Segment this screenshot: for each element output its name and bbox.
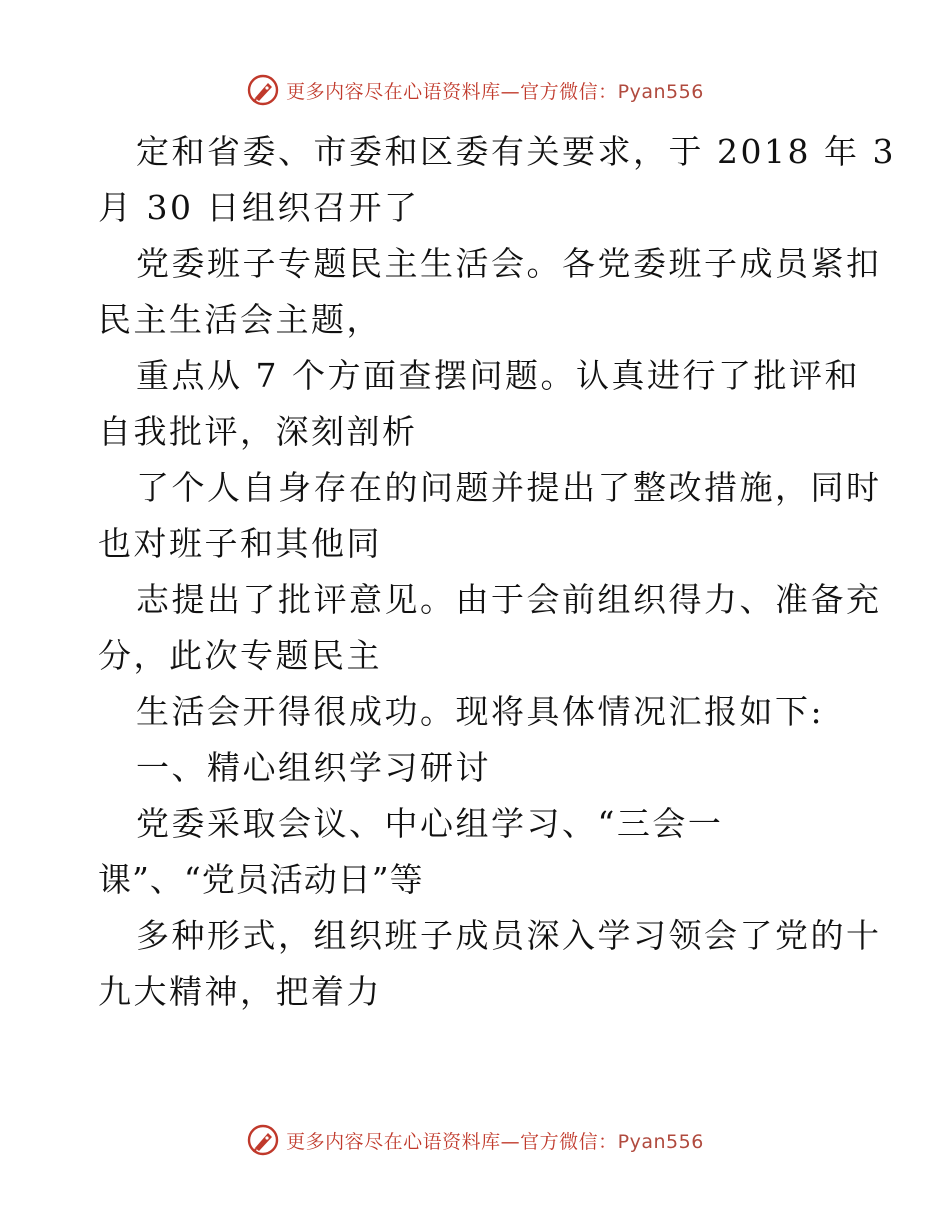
text-line: 了个人自身存在的问题并提出了整改措施，同时 bbox=[136, 468, 882, 507]
watermark-text: 更多内容尽在心语资料库—官方微信：Pyan556 bbox=[286, 80, 704, 103]
text-line: 党委采取会议、中心组学习、“三会一 bbox=[136, 804, 724, 843]
text-line: 九大精神，把着力 bbox=[98, 972, 382, 1011]
watermark-banner-top bbox=[0, 70, 950, 110]
watermark-text: 更多内容尽在心语资料库—官方微信：Pyan556 bbox=[286, 1130, 704, 1153]
text-line: 民主生活会主题， bbox=[98, 300, 382, 339]
text-line: 自我批评，深刻剖析 bbox=[98, 412, 418, 451]
text-line: 定和省委、市委和区委有关要求，于 2018 年 3 bbox=[136, 132, 896, 171]
section-heading: 一、精心组织学习研讨 bbox=[136, 748, 491, 787]
text-line: 也对班子和其他同 bbox=[98, 524, 382, 563]
text-line: 月 30 日组织召开了 bbox=[98, 188, 420, 227]
text-line: 课”、“党员活动日”等 bbox=[98, 860, 424, 899]
pen-nib-logo-icon bbox=[246, 1123, 280, 1157]
watermark-handle: Pyan556 bbox=[617, 1130, 704, 1153]
pen-nib-logo-icon bbox=[246, 73, 280, 107]
text-line: 志提出了批评意见。由于会前组织得力、准备充 bbox=[136, 580, 882, 619]
watermark-handle: Pyan556 bbox=[617, 80, 704, 103]
text-line: 党委班子专题民主生活会。各党委班子成员紧扣 bbox=[136, 244, 882, 283]
watermark-banner-bottom bbox=[0, 1120, 950, 1160]
text-line: 多种形式，组织班子成员深入学习领会了党的十 bbox=[136, 916, 882, 955]
text-line: 重点从 7 个方面查摆问题。认真进行了批评和 bbox=[136, 356, 860, 395]
text-line: 生活会开得很成功。现将具体情况汇报如下: bbox=[136, 692, 825, 731]
text-line: 分，此次专题民主 bbox=[98, 636, 382, 675]
document-body bbox=[98, 124, 896, 1020]
